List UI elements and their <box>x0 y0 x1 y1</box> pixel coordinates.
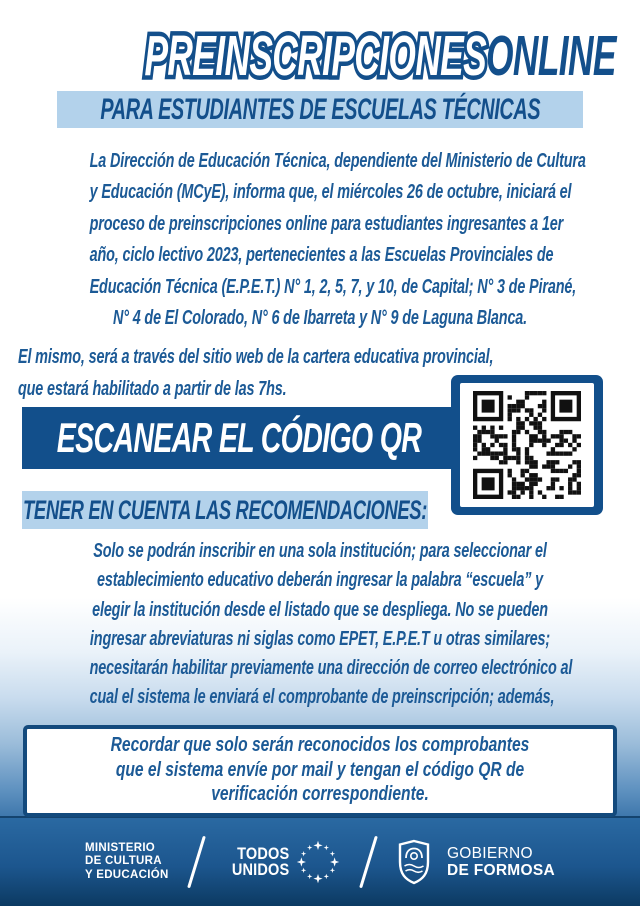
ministry-line: DE CULTURA <box>84 855 162 868</box>
slash-divider-icon <box>187 836 206 889</box>
formosa-coat-of-arms-icon <box>396 839 432 885</box>
qr-code-inner <box>460 383 594 507</box>
recommendations-line: ingresar abreviaturas ni siglas como EPET, E.P.E.T u otras similares; <box>89 627 551 650</box>
footer-bar <box>0 816 640 906</box>
ministry-line: Y EDUCACIÓN <box>84 868 169 881</box>
ministry-line: MINISTERIO <box>84 841 156 854</box>
recommendations-line: cual el sistema le enviará el comprobante de preinscripción; además, <box>89 686 555 709</box>
qr-code-icon <box>473 391 581 499</box>
title-outlined-text: PREINSCRIPCIONES PREINSCRIPCIONES <box>144 25 486 87</box>
title-solid-text: ONLINE <box>486 24 616 88</box>
website-line: que estará habilitado a partir de las 7hs. <box>18 377 287 400</box>
intro-line: año, ciclo lectivo 2023, pertenecientes a las Escuelas Provinciales de <box>89 244 554 267</box>
recommendations-line: necesitarán habilitar previamente una dirección de correo electrónico al <box>89 657 573 680</box>
gobierno-formosa-text: GOBIERNO DE FORMOSA <box>446 844 556 879</box>
intro-line: La Dirección de Educación Técnica, dependiente del Ministerio de Cultura <box>89 150 586 172</box>
page-title <box>0 0 640 87</box>
reminder-line: Recordar que solo serán reconocidos los comprobantes <box>110 734 530 757</box>
scan-qr-banner <box>22 407 455 469</box>
star-ring-icon <box>295 839 341 885</box>
subtitle-text: PARA ESTUDIANTES DE ESCUELAS TÉCNICAS <box>100 92 540 126</box>
ministry-logo-text <box>85 842 169 883</box>
intro-line: N° 4 de El Colorado, N° 6 de Ibarreta y N° 9 de Laguna Blanca. <box>112 307 528 330</box>
recommendations-line: Solo se podrán inscribir en una sola institución; para seleccionar el <box>93 540 547 563</box>
intro-line: proceso de preinscripciones online para estudiantes ingresantes a 1er <box>89 212 564 235</box>
recommendations-line: establecimiento educativo deberán ingresar la palabra “escuela” y <box>96 569 544 592</box>
recommendations-paragraph <box>0 537 640 712</box>
reminder-box <box>23 725 617 817</box>
intro-line: y Educación (MCyE), informa que, el miércoles 26 de octubre, iniciará el <box>89 181 572 204</box>
qr-code-box <box>451 375 603 515</box>
intro-line: Educación Técnica (E.P.E.T.) N° 1, 2, 5, 7, y 10, de Capital; N° 3 de Pirané, <box>89 275 577 298</box>
scan-qr-banner-label: ESCANEAR EL CÓDIGO QR <box>56 414 421 462</box>
reminder-line: que el sistema envíe por mail y tengan el código QR de <box>115 758 525 781</box>
intro-paragraph <box>0 146 640 334</box>
reminder-line: verificación correspondiente. <box>211 783 429 806</box>
website-line: El mismo, será a través del sitio web de la cartera educativa provincial, <box>18 346 494 369</box>
todos-unidos-text: TODOS UNIDOS <box>231 844 289 879</box>
subtitle-bar <box>57 91 583 128</box>
recommendations-bar <box>22 491 428 529</box>
gobierno-formosa-logo <box>396 839 555 885</box>
todos-unidos-logo <box>224 839 341 885</box>
recommendations-line: elegir la institución desde el listado que se despliega. No se pueden <box>92 598 548 621</box>
recommendations-title: TENER EN CUENTA LAS RECOMENDACIONES: <box>23 494 427 525</box>
slash-divider-icon <box>359 836 378 889</box>
